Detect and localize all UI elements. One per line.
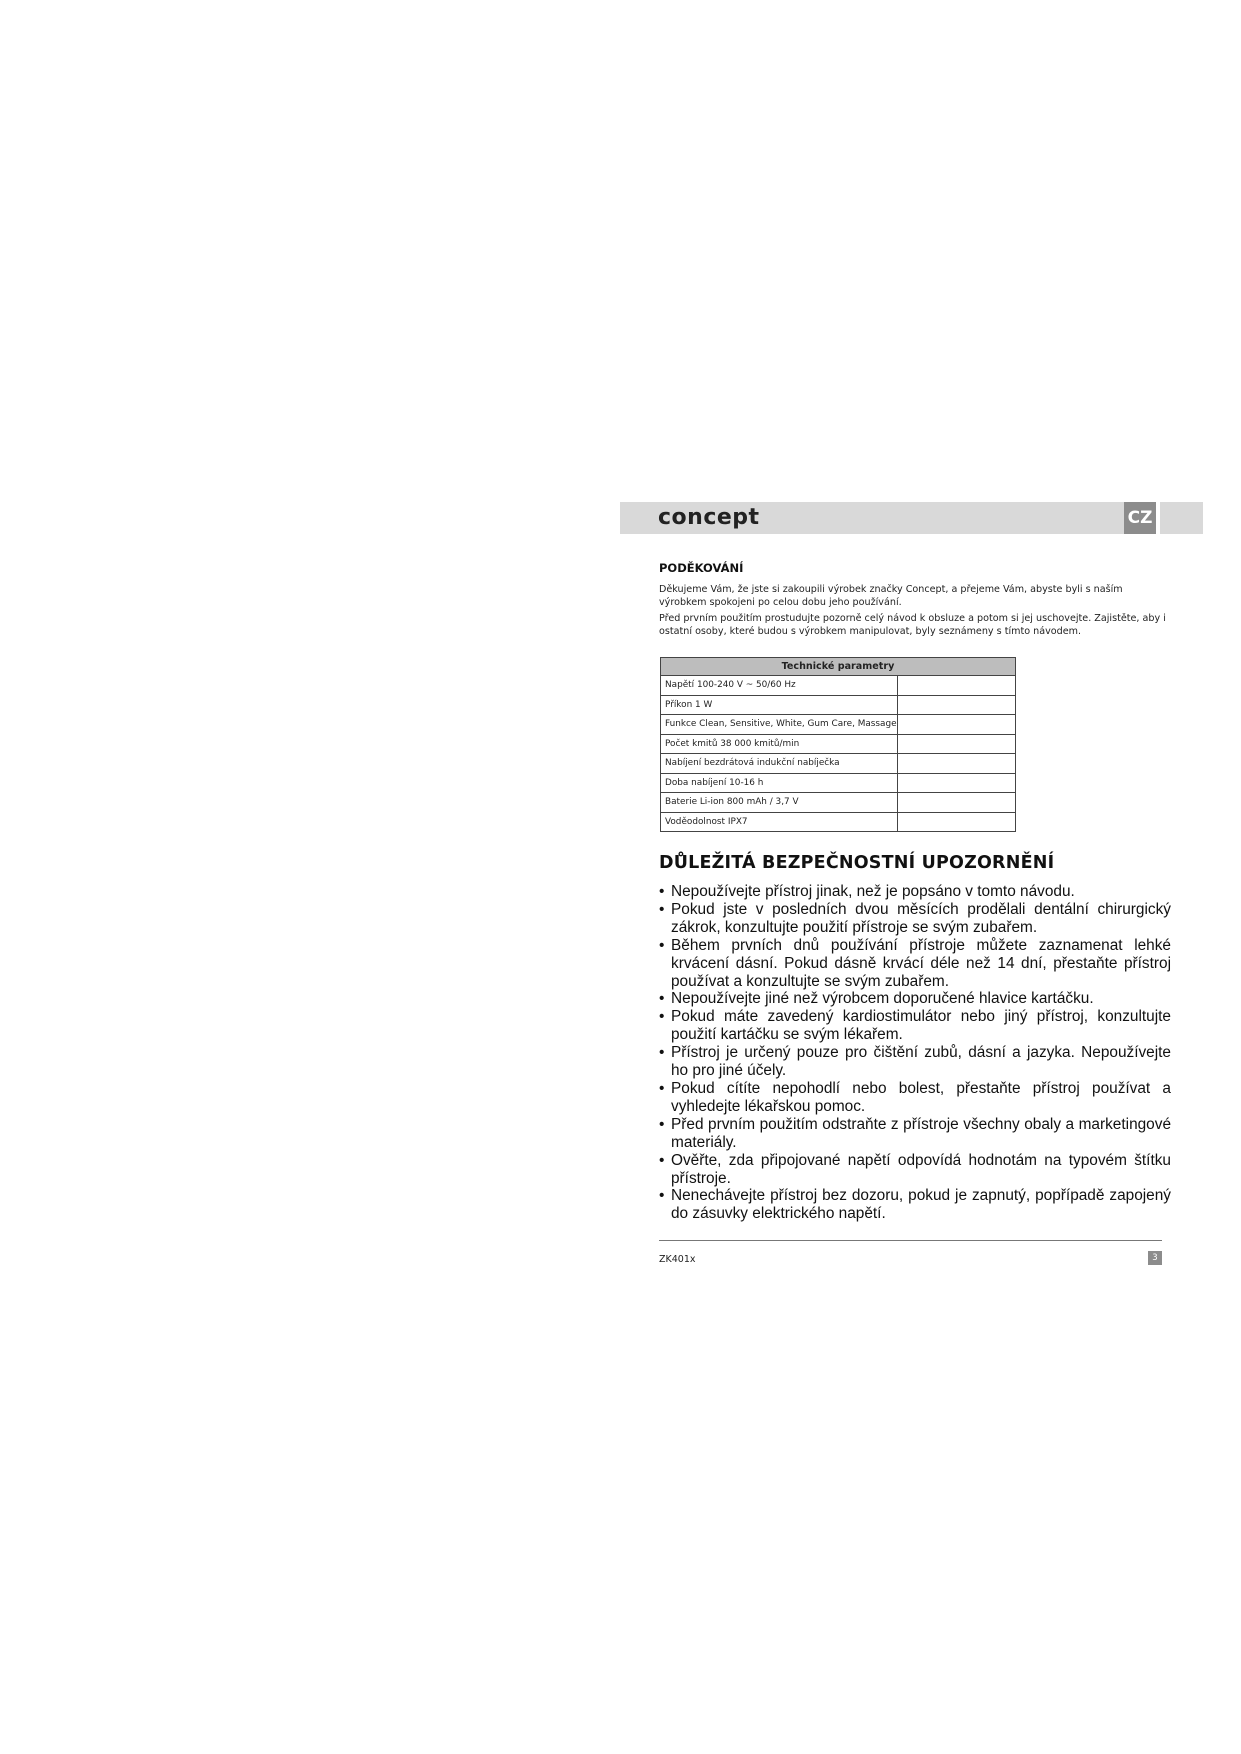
thanks-paragraph-2: Před prvním použitím prostudujte pozorně celý návod k obsluze a potom si jej uschovejte. Zajistěte, aby i ostatní osoby, které budou s výrobkem manipulovat, byly seznámeny s tímto návodem. <box>659 613 1166 637</box>
table-row <box>661 734 1016 754</box>
bullet-icon: • <box>659 900 665 918</box>
table-cell-label <box>661 812 898 832</box>
list-item <box>659 937 1171 991</box>
safety-list <box>659 883 1171 1223</box>
list-item <box>659 1187 1171 1223</box>
table-row <box>661 715 1016 735</box>
list-item <box>659 901 1171 937</box>
bullet-icon: • <box>659 990 665 1008</box>
table-row <box>661 754 1016 774</box>
table-cell-value <box>897 793 1015 813</box>
list-item-text: Nenechávejte přístroj bez dozoru, pokud je zapnutý, popřípadě zapojený do zásuvky elektrického napětí. <box>671 1187 1171 1223</box>
list-item-text: Před prvním použitím odstraňte z přístroje všechny obaly a marketingové materiály. <box>671 1115 1171 1151</box>
technical-parameters-table <box>660 657 1016 832</box>
row-text: Příkon 1 W <box>665 699 713 710</box>
table-cell-value <box>897 754 1015 774</box>
list-item <box>659 1152 1171 1188</box>
list-item <box>659 990 1171 1008</box>
bullet-icon: • <box>659 1151 665 1169</box>
header-band-end <box>1160 502 1203 534</box>
table-cell-label <box>661 793 898 813</box>
bullet-icon: • <box>659 1079 665 1097</box>
list-item <box>659 1080 1171 1116</box>
table-row <box>661 773 1016 793</box>
table-cell-label <box>661 734 898 754</box>
table-cell-value <box>897 715 1015 735</box>
table-row <box>661 793 1016 813</box>
list-item <box>659 1116 1171 1152</box>
list-item <box>659 1044 1171 1080</box>
row-text: Funkce Clean, Sensitive, White, Gum Care, Massage <box>665 719 897 730</box>
table-cell-value <box>897 676 1015 696</box>
row-text: Napětí 100-240 V ~ 50/60 Hz <box>665 680 796 691</box>
list-item-text: Pokud máte zavedený kardiostimulátor nebo jiný přístroj, konzultujte použití kartáčku se svým lékařem. <box>671 1008 1171 1044</box>
table-cell-value <box>897 773 1015 793</box>
table-row <box>661 676 1016 696</box>
table-cell-value <box>897 695 1015 715</box>
bullet-icon: • <box>659 1008 665 1026</box>
table-cell-label <box>661 773 898 793</box>
list-item-text: Pokud cítíte nepohodlí nebo bolest, přestaňte přístroj používat a vyhledejte lékařskou pomoc. <box>671 1079 1171 1115</box>
model-code: ZK401x <box>659 1254 696 1265</box>
list-item <box>659 883 1171 901</box>
list-item <box>659 1008 1171 1044</box>
list-item-text: Přístroj je určený pouze pro čištění zubů, dásní a jazyka. Nepoužívejte ho pro jiné účely. <box>671 1044 1171 1080</box>
list-item-text: Ověřte, zda připojované napětí odpovídá hodnotám na typovém štítku přístroje. <box>671 1151 1171 1187</box>
bullet-icon: • <box>659 1115 665 1133</box>
bullet-icon: • <box>659 936 665 954</box>
table-cell-label <box>661 754 898 774</box>
row-text: Voděodolnost IPX7 <box>665 816 748 827</box>
table-cell-label <box>661 715 898 735</box>
table-title: Technické parametry <box>661 658 1016 676</box>
row-text: Počet kmitů 38 000 kmitů/min <box>665 738 800 749</box>
brand-logo: concept <box>658 505 760 530</box>
table-cell-value <box>897 734 1015 754</box>
list-item-text: Během prvních dnů používání přístroje můžete zaznamenat lehké krvácení dásní. Pokud dásně krvácí déle než 14 dní, přestaňte přístroj používat a konzultujte se svým zubařem. <box>671 936 1171 990</box>
footer-divider <box>659 1240 1162 1241</box>
table-cell-value <box>897 812 1015 832</box>
list-item-text: Pokud jste v posledních dvou měsících prodělali dentální chirurgický zákrok, konzultujte použití přístroje se svým zubařem. <box>671 900 1171 936</box>
row-text: Doba nabíjení 10-16 h <box>665 777 764 788</box>
row-text: Baterie Li-ion 800 mAh / 3,7 V <box>665 797 799 808</box>
thanks-paragraph-1: Děkujeme Vám, že jste si zakoupili výrobek značky Concept, a přejeme Vám, abyste byli s naším výrobkem spokojeni po celou dobu jeho používání. <box>659 584 1123 608</box>
bullet-icon: • <box>659 1044 665 1062</box>
thanks-heading: PODĚKOVÁNÍ <box>659 561 744 575</box>
row-text: Nabíjení bezdrátová indukční nabíječka <box>665 758 840 769</box>
safety-heading: DŮLEŽITÁ BEZPEČNOSTNÍ UPOZORNĚNÍ <box>659 853 1055 873</box>
bullet-icon: • <box>659 883 665 900</box>
language-badge: CZ <box>1124 502 1156 534</box>
list-item-text: Nepoužívejte přístroj jinak, než je popsáno v tomto návodu. <box>671 883 1075 900</box>
page-number: 3 <box>1148 1251 1162 1265</box>
table-row <box>661 695 1016 715</box>
list-item-text: Nepoužívejte jiné než výrobcem doporučené hlavice kartáčku. <box>671 990 1094 1008</box>
table-cell-label <box>661 676 898 696</box>
table-cell-label <box>661 695 898 715</box>
bullet-icon: • <box>659 1187 665 1205</box>
table-row <box>661 812 1016 832</box>
